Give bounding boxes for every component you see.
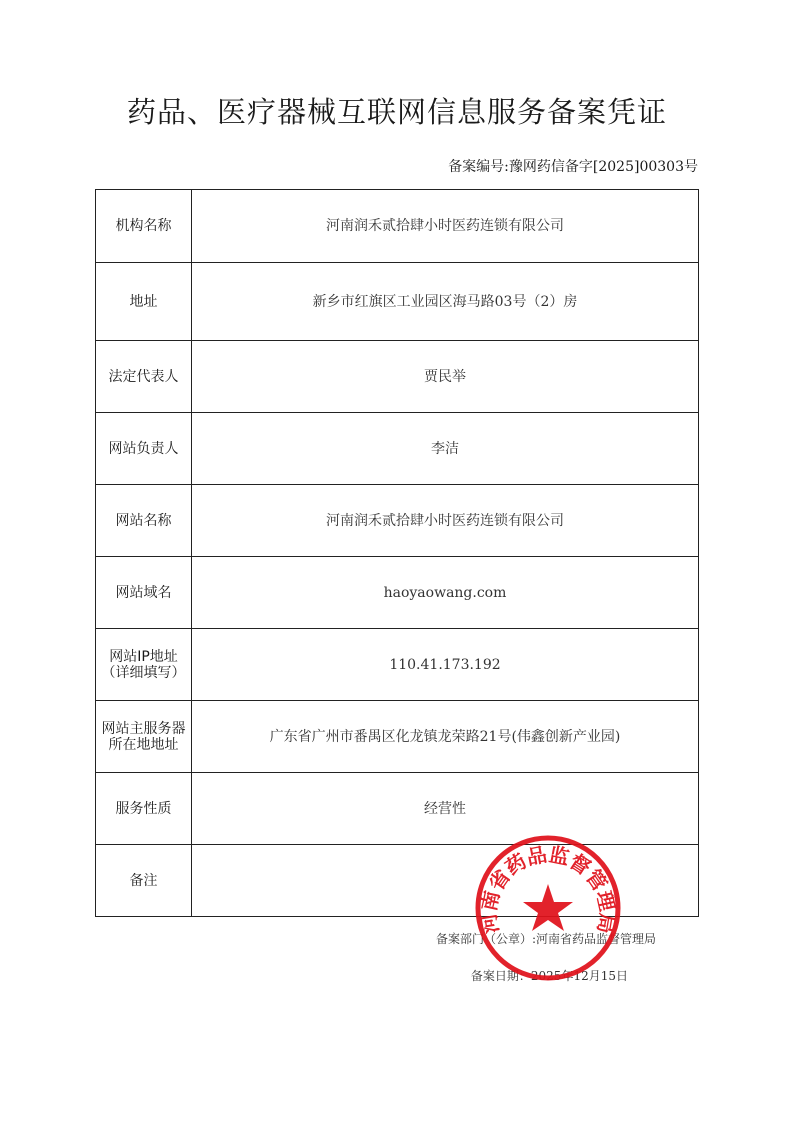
table-row [96,485,699,557]
table-row [96,701,699,773]
row-value: 新乡市红旗区工业园区海马路03号（2）房 [192,263,699,341]
table-row [96,557,699,629]
row-label: 网站名称 [96,485,192,557]
row-label: 服务性质 [96,773,192,845]
row-value: 李洁 [192,413,699,485]
record-table [95,189,699,917]
row-label: 地址 [96,263,192,341]
row-label: 网站IP地址（详细填写） [96,629,192,701]
filing-department: 备案部门（公章）:河南省药品监督管理局 [435,932,656,946]
row-value: 110.41.173.192 [192,629,699,701]
row-label: 网站域名 [96,557,192,629]
table-row [96,263,699,341]
table-row [96,413,699,485]
row-label: 备注 [96,845,192,917]
star-icon [523,884,573,931]
official-seal [472,832,624,984]
row-value: 广东省广州市番禺区化龙镇龙荣路21号(伟鑫创新产业园) [192,701,699,773]
row-value: 经营性 [192,773,699,845]
seal-text-path: 河南省药品监督管理局 [476,842,620,936]
row-value: 河南润禾贰拾肆小时医药连锁有限公司 [192,485,699,557]
row-value: haoyaowang.com [192,557,699,629]
table-row [96,341,699,413]
seal-graphic [472,832,624,984]
record-number: 备案编号:豫网药信备字[2025]00303号 [448,159,698,175]
table-row [96,629,699,701]
row-label: 网站主服务器所在地地址 [96,701,192,773]
row-label: 机构名称 [96,190,192,263]
table-row [96,190,699,263]
row-value: 贾民举 [192,341,699,413]
row-value: 河南润禾贰拾肆小时医药连锁有限公司 [192,190,699,263]
row-label: 法定代表人 [96,341,192,413]
page-title: 药品、医疗器械互联网信息服务备案凭证 [126,95,667,129]
row-label: 网站负责人 [96,413,192,485]
filing-date: 备案日期：2025年12月15日 [470,969,628,983]
